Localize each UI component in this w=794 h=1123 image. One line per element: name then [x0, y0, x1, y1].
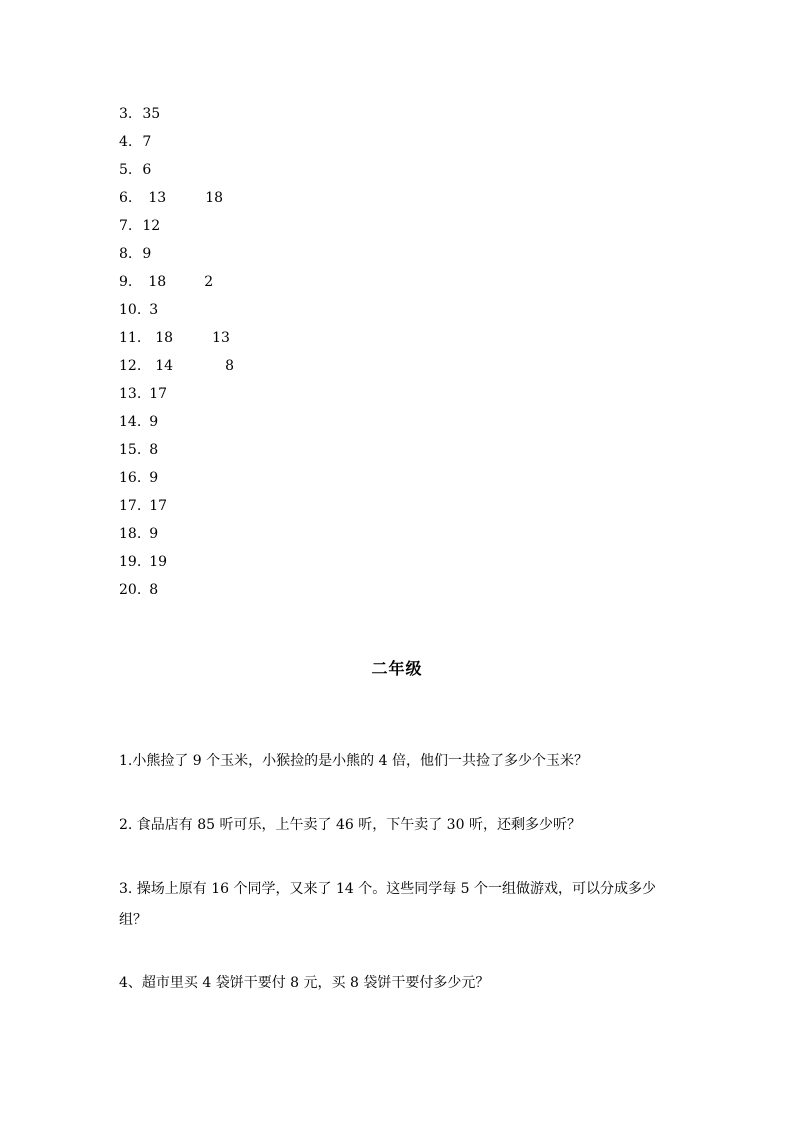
answer-value: 9 [142, 246, 152, 262]
answer-row [119, 552, 234, 580]
answer-number: 8. [119, 246, 133, 262]
answer-value: 14 [155, 358, 174, 374]
answer-number: 15. [119, 442, 142, 458]
answer-row [119, 524, 234, 552]
answer-value: 9 [149, 470, 159, 486]
answer-list [119, 104, 234, 608]
answer-row [119, 300, 234, 328]
answer-row [119, 216, 234, 244]
answer-value: 13 [212, 330, 230, 346]
answer-value: 8 [225, 358, 235, 374]
answer-value: 9 [149, 526, 159, 542]
question-1: 1.小熊捡了 9 个玉米，小猴捡的是小熊的 4 倍，他们一共捡了多少个玉米？ [119, 753, 588, 769]
answer-value: 35 [142, 106, 161, 122]
answer-value: 13 [148, 190, 167, 206]
answer-row [119, 132, 234, 160]
answer-number: 13. [119, 386, 142, 402]
answer-row [119, 328, 234, 356]
answer-number: 3. [119, 106, 133, 122]
answer-number: 4. [119, 134, 133, 150]
answer-number: 20. [119, 582, 142, 598]
answer-number: 18. [119, 526, 142, 542]
answer-value: 3 [149, 302, 159, 318]
question-3: 3. 操场上原有 16 个同学，又来了 14 个。这些同学每 5 个一组做游戏，可以分成多少组？ [119, 881, 657, 928]
answer-number: 12. [119, 358, 142, 374]
answer-row [119, 412, 234, 440]
answer-row [119, 356, 234, 384]
question-2: 2. 食品店有 85 听可乐，上午卖了 46 听，下午卖了 30 听，还剩多少听？ [119, 817, 581, 833]
answer-number: 17. [119, 498, 142, 514]
answer-row [119, 104, 234, 132]
answer-value: 19 [149, 554, 168, 570]
answer-value: 18 [205, 190, 224, 206]
answer-row [119, 188, 234, 216]
answer-number: 16. [119, 470, 142, 486]
answer-row [119, 272, 234, 300]
answer-number: 6. [119, 190, 133, 206]
answer-number: 5. [119, 162, 133, 178]
answer-value: 6 [142, 162, 152, 178]
answer-value: 9 [149, 414, 159, 430]
answer-row [119, 160, 234, 188]
answer-value: 17 [149, 498, 168, 514]
answer-value: 7 [142, 134, 152, 150]
answer-value: 17 [149, 386, 168, 402]
section-title: 二年级 [371, 659, 423, 678]
answer-value: 2 [204, 274, 214, 290]
answer-number: 19. [119, 554, 142, 570]
answer-value: 8 [149, 582, 159, 598]
answer-value: 8 [149, 442, 159, 458]
answer-value: 18 [148, 274, 167, 290]
answer-row [119, 384, 234, 412]
answer-number: 7. [119, 218, 133, 234]
answer-row [119, 468, 234, 496]
answer-value: 12 [142, 218, 161, 234]
answer-row [119, 440, 234, 468]
answer-number: 10. [119, 302, 142, 318]
answer-row [119, 244, 234, 272]
answer-number: 11. [119, 330, 142, 346]
answer-value: 18 [155, 330, 174, 346]
answer-row [119, 496, 234, 524]
answer-row [119, 580, 234, 608]
answer-number: 9. [119, 274, 133, 290]
question-4: 4、超市里买 4 袋饼干要付 8 元，买 8 袋饼干要付多少元？ [119, 975, 490, 991]
answer-number: 14. [119, 414, 142, 430]
